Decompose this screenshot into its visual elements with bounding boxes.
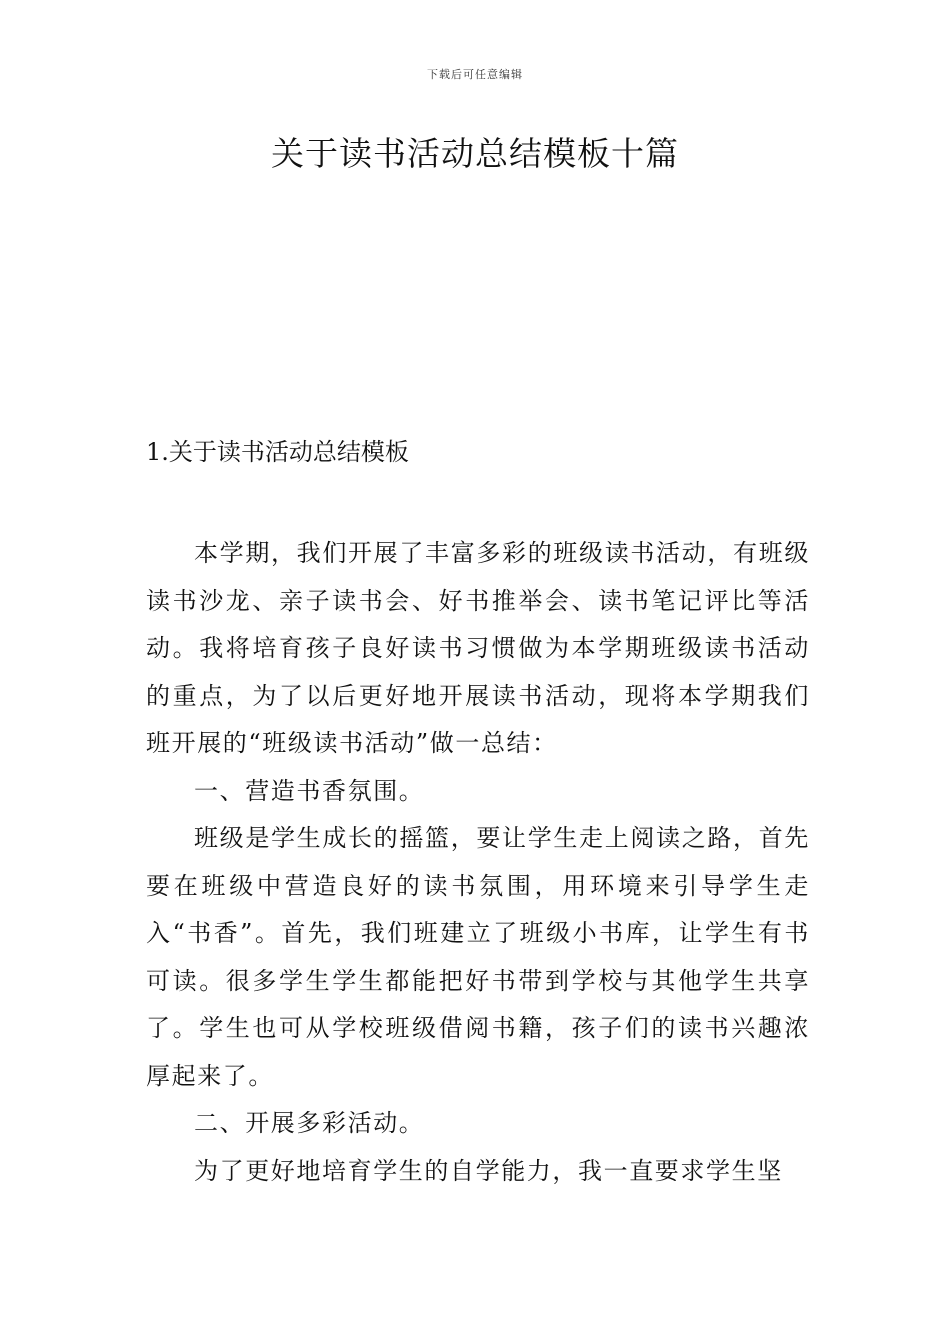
paragraph-heading-1: 一、营造书香氛围。 xyxy=(194,776,425,805)
document-title: 关于读书活动总结模板十篇 xyxy=(271,134,679,173)
section-heading: 1.关于读书活动总结模板 xyxy=(146,438,409,466)
paragraph-heading-2: 二、开展多彩活动。 xyxy=(194,1109,425,1137)
paragraph-atmosphere: 班级是学生成长的摇篮，要让学生走上阅读之路，首先要在班级中营造良好的读书氛围，用环境来引导学生走入“书香”。首先，我们班建立了班级小书库，让学生有书可读。很多学生学生都能把好书带到学校与其他学生共享了。学生也可从学校班级借阅书籍，孩子们的读书兴趣浓厚起来了。 xyxy=(146,824,810,1090)
paragraph-activities: 为了更好地培育学生的自学能力，我一直要求学生坚 xyxy=(194,1156,783,1185)
body-text xyxy=(146,530,810,1195)
paragraph-intro: 本学期，我们开展了丰富多彩的班级读书活动，有班级读书沙龙、亲子读书会、好书推举会、读书笔记评比等活动。我将培育孩子良好读书习惯做为本学期班级读书活动的重点，为了以后更好地开展读书活动，现将本学期我们班开展的“班级读书活动”做一总结： xyxy=(146,539,810,757)
header-note: 下载后可任意编辑 xyxy=(427,68,523,81)
